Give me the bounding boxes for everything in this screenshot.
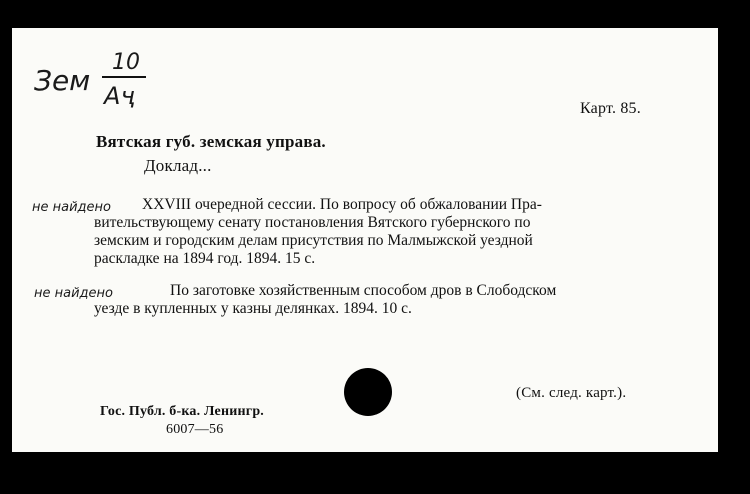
entry1-line4: раскладке на 1894 год. 1894. 15 с.	[94, 250, 316, 267]
print-code: 6007—56	[166, 422, 224, 437]
handwritten-note-2: не найдено	[34, 286, 113, 301]
card-number: Карт. 85.	[580, 100, 641, 117]
handwritten-denominator: Аҷ	[104, 82, 135, 110]
handwritten-prefix: Зем	[34, 64, 91, 97]
subheading: Доклад...	[144, 156, 212, 175]
handwritten-numerator: 10	[112, 50, 140, 75]
entry1-line2: вительствующему сенату постановления Вятского губернского по	[94, 214, 531, 231]
see-next-card: (См. след. карт.).	[516, 385, 627, 401]
library-imprint: Гос. Публ. б-ка. Ленингр.	[100, 404, 265, 419]
punch-hole	[344, 368, 392, 416]
entry1-line3: земским и городским делам присутствия по Малмыжской уездной	[94, 232, 533, 249]
entry2-line1: По заготовке хозяйственным способом дров в Слободском	[170, 282, 557, 299]
entry2-line2: уезде в купленных у казны делянках. 1894. 10 с.	[94, 300, 412, 317]
catalog-card	[12, 28, 718, 452]
handwritten-note-1: не найдено	[32, 200, 111, 215]
heading: Вятская губ. земская управа.	[96, 132, 326, 151]
fraction-bar	[102, 76, 146, 78]
entry1-line1: XXVIII очередной сессии. По вопросу об обжаловании Пра-	[142, 196, 542, 213]
